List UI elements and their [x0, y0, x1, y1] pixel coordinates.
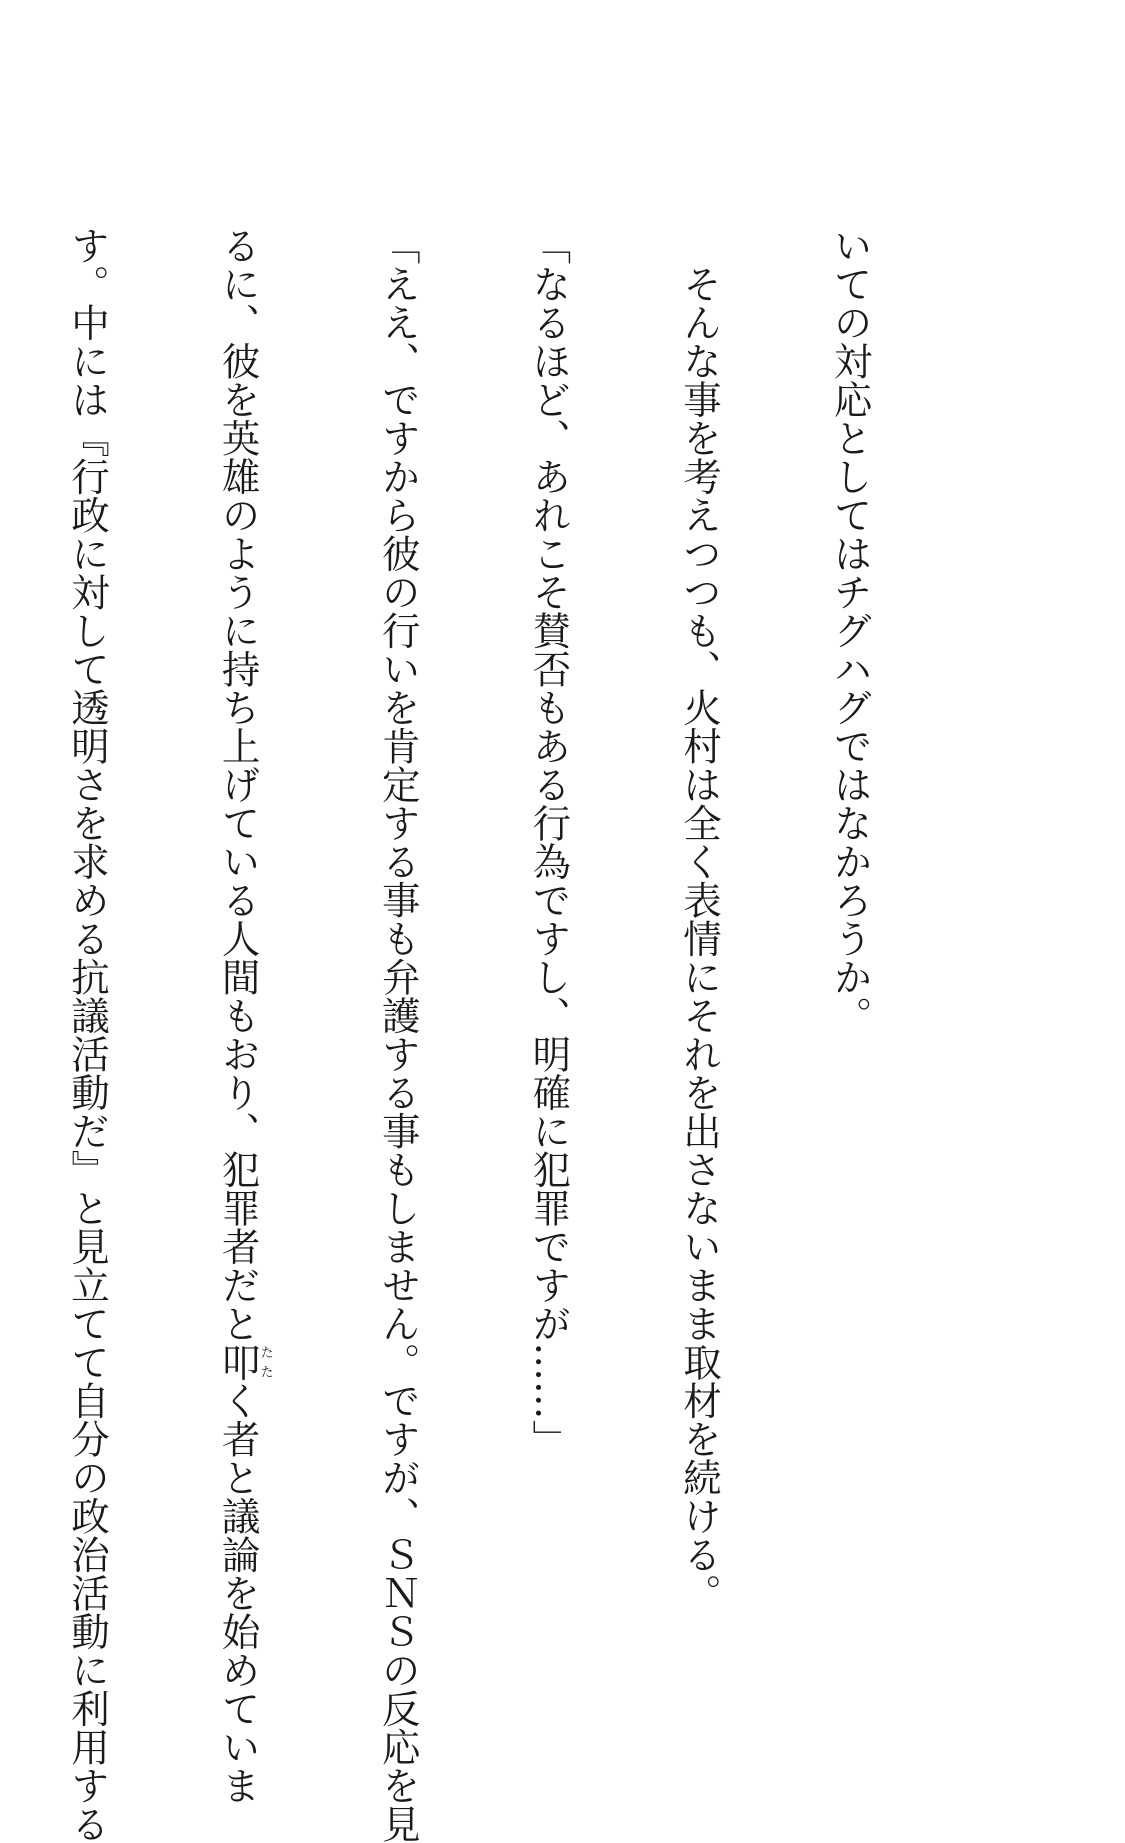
text-line: 「ええ、ですから彼の行いを肯定する事も弁護する事もしません。ですが、ＳＮＳの反応を見: [375, 226, 421, 1843]
furigana-reading: たた: [257, 1342, 273, 1381]
text-line: いての対応としてはチグハグではなかろうか。: [827, 226, 873, 1035]
text-line: 「なるほど、あれこそ賛否もある行為ですし、明確に犯罪ですが……」: [526, 226, 572, 1458]
furigana-ruby: 叩たた: [215, 1342, 273, 1381]
vertical-text-block: [0, 226, 975, 1843]
text-line: るに、彼を英雄のように持ち上げている人間もおり、犯罪者だと叩たたく者と議論を始めていま: [215, 226, 273, 1805]
text-line: そんな事を考えつつも、火村は全く表情にそれを出さないまま取材を続ける。: [676, 226, 722, 1612]
text-line: す。中には『行政に対して透明さを求める抗議活動だ』と見立てて自分の政治活動に利用する: [65, 226, 111, 1843]
